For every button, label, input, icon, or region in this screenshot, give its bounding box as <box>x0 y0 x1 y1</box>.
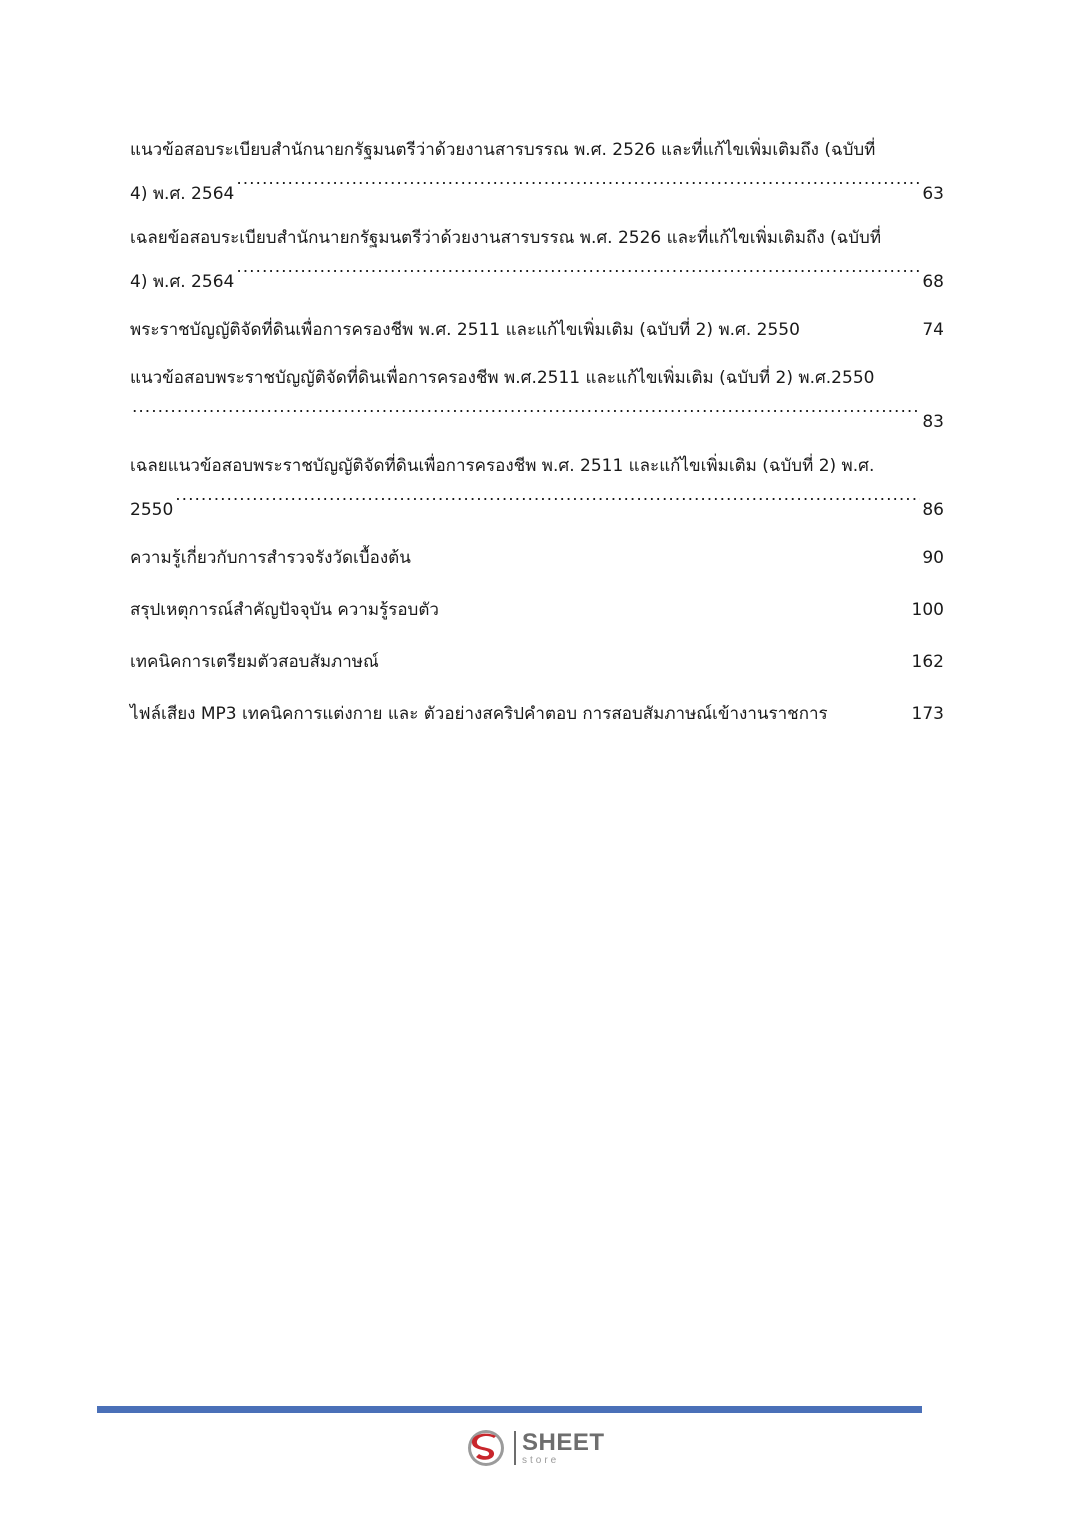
toc-page-number: 68 <box>922 272 944 292</box>
dot-leader <box>830 702 910 719</box>
toc-entry-title: ไฟล์เสียง MP3 เทคนิคการแต่งกาย และ ตัวอย่างสคริปคำตอบ การสอบสัมภาษณ์เข้างานราชการ <box>130 704 828 724</box>
toc-entry-title: ความรู้เกี่ยวกับการสำรวจรังวัดเบื้องต้น <box>130 548 411 568</box>
toc-page-number: 90 <box>922 548 944 568</box>
dot-leader <box>802 318 920 335</box>
toc-entry[interactable] <box>130 532 944 584</box>
logo-wordmark: SHEET <box>522 1428 605 1456</box>
toc-entry-title: พระราชบัญญัติจัดที่ดินเพื่อการครองชีพ พ.ศ. 2511 และแก้ไขเพิ่มเติม (ฉบับที่ 2) พ.ศ. 2550 <box>130 320 800 340</box>
dot-leader <box>236 270 920 287</box>
toc-page-number: 63 <box>922 184 944 204</box>
logo-subtitle: store <box>522 1454 560 1466</box>
toc-entry-title: สรุปเหตุการณ์สำคัญปัจจุบัน ความรู้รอบตัว <box>130 600 439 620</box>
toc-entry[interactable] <box>130 444 944 532</box>
toc-page-number: 86 <box>922 500 944 520</box>
toc-page-number: 100 <box>911 600 944 620</box>
toc-entry[interactable] <box>130 304 944 356</box>
toc-entry-title-continued: 4) พ.ศ. 2564 <box>130 184 235 204</box>
toc-entry-title: เทคนิคการเตรียมตัวสอบสัมภาษณ์ <box>130 652 379 672</box>
dot-leader <box>175 498 920 515</box>
toc-page-number: 162 <box>911 652 944 672</box>
toc-entry[interactable] <box>130 216 944 304</box>
toc-entry[interactable] <box>130 356 944 444</box>
toc-page-number: 173 <box>911 704 944 724</box>
toc-entry[interactable] <box>130 636 944 688</box>
footer-divider-bar <box>97 1406 922 1413</box>
toc-entry[interactable] <box>130 688 944 740</box>
dot-leader <box>132 410 920 427</box>
dot-leader <box>236 182 920 199</box>
toc-entry[interactable] <box>130 128 944 216</box>
toc-page-number: 74 <box>922 320 944 340</box>
sheet-store-logo <box>466 1428 605 1468</box>
dot-leader <box>381 650 910 667</box>
toc-page-number: 83 <box>922 412 944 432</box>
toc-entry-title: แนวข้อสอบพระราชบัญญัติจัดที่ดินเพื่อการครองชีพ พ.ศ.2511 และแก้ไขเพิ่มเติม (ฉบับที่ 2) พ.ศ.2550 <box>130 368 875 388</box>
toc-entry[interactable] <box>130 584 944 636</box>
toc-entry-title: เฉลยข้อสอบระเบียบสำนักนายกรัฐมนตรีว่าด้วยงานสารบรรณ พ.ศ. 2526 และที่แก้ไขเพิ่มเติมถึง (ฉบับที่ <box>130 228 882 248</box>
toc-entry-title: แนวข้อสอบระเบียบสำนักนายกรัฐมนตรีว่าด้วยงานสารบรรณ พ.ศ. 2526 และที่แก้ไขเพิ่มเติมถึง (ฉบับที่ <box>130 140 876 160</box>
s-logo-icon <box>466 1428 506 1468</box>
toc-entry-title-continued: 2550 <box>130 500 174 520</box>
toc-entry-title: เฉลยแนวข้อสอบพระราชบัญญัติจัดที่ดินเพื่อการครองชีพ พ.ศ. 2511 และแก้ไขเพิ่มเติม (ฉบับที่ 2) พ.ศ. <box>130 456 875 476</box>
logo-divider <box>514 1431 516 1465</box>
dot-leader <box>441 598 910 615</box>
dot-leader <box>413 546 921 563</box>
table-of-contents <box>130 128 944 740</box>
toc-entry-title-continued: 4) พ.ศ. 2564 <box>130 272 235 292</box>
